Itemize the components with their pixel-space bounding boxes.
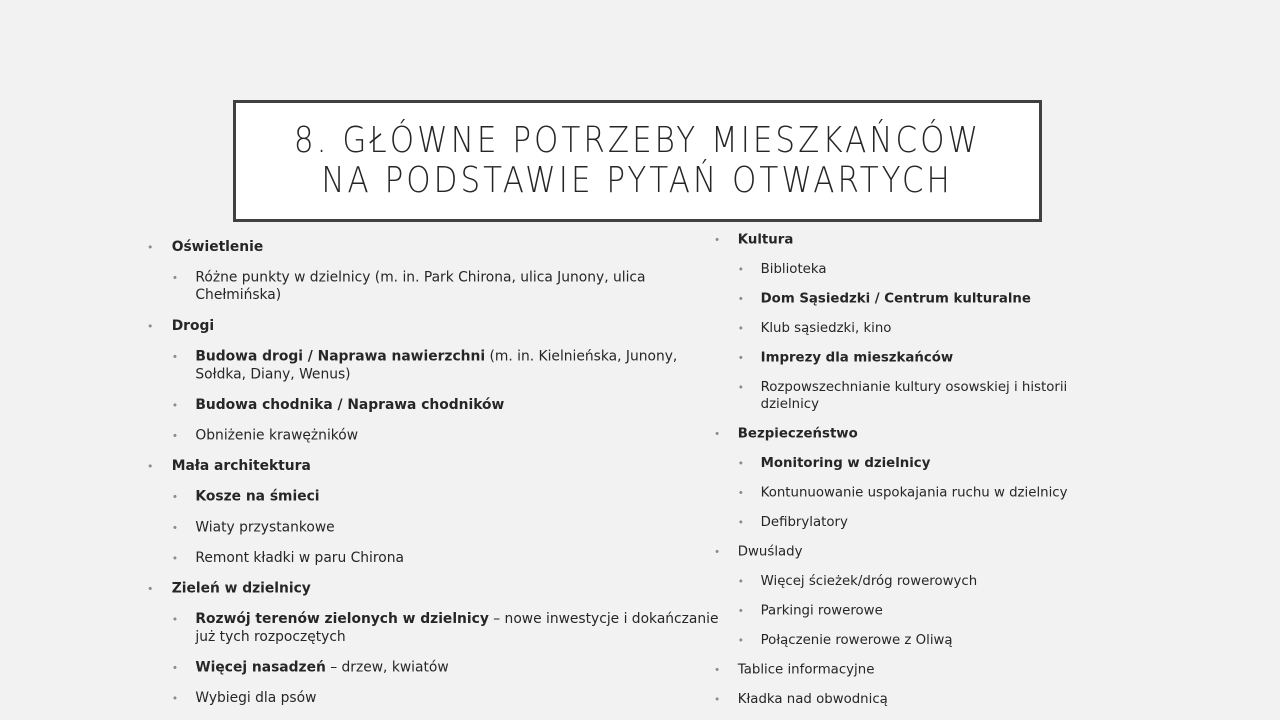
bullet-item <box>714 290 1095 307</box>
bullet-text-bold: Kultura <box>737 231 794 248</box>
bullet-icon: • <box>737 381 744 394</box>
bullet-text <box>738 544 803 559</box>
bullet-item <box>147 610 720 646</box>
bullet-text <box>761 573 978 588</box>
bullet-item <box>714 691 1095 708</box>
bullet-item <box>714 260 1095 277</box>
bullet-icon: • <box>737 634 744 647</box>
bullet-text-regular: Kładka nad obwodnicą <box>737 691 888 707</box>
bullet-item <box>714 661 1095 678</box>
bullet-item <box>147 396 720 414</box>
bullet-item <box>714 319 1095 336</box>
bullet-icon: • <box>147 460 154 474</box>
bullet-item <box>714 514 1095 531</box>
bullet-text-regular: Różne punkty w dzielnicy (m. in. Park Chirona, ulica Junony, ulica Chełmińska) <box>195 269 646 304</box>
bullet-text <box>172 458 311 474</box>
bullet-item <box>714 455 1095 472</box>
slide-title-line-2: NA PODSTAWIE PYTAŃ OTWARTYCH <box>321 160 954 201</box>
bullet-icon: • <box>737 457 744 470</box>
bullet-text-regular: Dwuślady <box>737 543 803 560</box>
bullet-text <box>761 485 1068 500</box>
bullet-text <box>761 456 931 471</box>
bullet-icon: • <box>171 613 179 627</box>
bullet-text-bold: Oświetlenie <box>171 238 264 255</box>
bullet-text <box>172 239 264 255</box>
bullet-item <box>714 349 1095 366</box>
bullet-icon: • <box>737 322 744 335</box>
bullet-icon: • <box>171 350 179 364</box>
bullet-icon: • <box>737 516 744 529</box>
bullet-text-regular: Parkingi rowerowe <box>760 602 883 619</box>
bullet-text <box>195 489 319 505</box>
bullet-text <box>195 611 718 645</box>
bullet-text-bold: Monitoring w dzielnicy <box>760 455 931 471</box>
bullet-text <box>761 632 953 647</box>
bullet-icon: • <box>737 486 744 500</box>
bullet-text-bold: Imprezy dla mieszkańców <box>760 349 954 366</box>
bullet-icon: • <box>171 661 179 675</box>
bullet-icon: • <box>714 233 721 247</box>
bullet-item <box>147 427 720 445</box>
bullet-text-regular: Biblioteka <box>760 261 827 277</box>
right-bullet-column <box>714 231 1095 720</box>
bullet-text <box>195 519 334 535</box>
bullet-item <box>714 573 1095 590</box>
bullet-item <box>714 231 1095 248</box>
bullet-text-bold: Zieleń w dzielnicy <box>171 580 311 597</box>
bullet-text <box>761 603 883 618</box>
bullet-text-regular: (m. in. Kielnieńska, Junony, Sołdka, Diany, Wenus) <box>195 348 678 383</box>
bullet-text-bold: Budowa drogi / Naprawa nawierzchni <box>195 348 486 365</box>
bullet-icon: • <box>171 521 179 535</box>
bullet-icon: • <box>147 319 154 333</box>
bullet-text-bold: Mała architektura <box>171 458 311 475</box>
bullet-text <box>195 270 645 304</box>
bullet-icon: • <box>171 490 179 504</box>
bullet-icon: • <box>714 545 721 559</box>
bullet-text <box>172 318 214 334</box>
bullet-text-bold: Budowa chodnika / Naprawa chodników <box>195 397 505 413</box>
bullet-text-regular: Klub sąsiedzki, kino <box>760 320 892 336</box>
bullet-item <box>147 689 720 707</box>
bullet-text-regular: Wybiegi dla psów <box>195 690 317 707</box>
bullet-text <box>761 261 827 276</box>
bullet-icon: • <box>171 552 179 565</box>
bullet-text-bold: Dom Sąsiedzki / Centrum kulturalne <box>760 290 1031 307</box>
bullet-item <box>714 602 1095 619</box>
bullet-item <box>147 457 720 475</box>
bullet-icon: • <box>714 693 721 706</box>
bullet-text-regular: Rozpowszechnianie kultury osowskiej i historii dzielnicy <box>760 379 1068 412</box>
bullet-text-regular: Połączenie rowerowe z Oliwą <box>760 632 953 648</box>
bullet-text-regular: Obniżenie krawężników <box>195 427 359 444</box>
bullet-icon: • <box>147 240 154 254</box>
bullet-icon: • <box>737 604 744 618</box>
bullet-text <box>738 232 794 247</box>
bullet-text-regular: – nowe inwestycje i dokańczanie już tych rozpoczętych <box>195 611 719 645</box>
bullet-text-regular: Więcej ścieżek/dróg rowerowych <box>760 573 978 589</box>
slide-title-line-1: 8. GŁÓWNE POTRZEBY MIESZKAŃCÓW <box>293 120 982 161</box>
bullet-text <box>761 320 892 335</box>
bullet-text <box>195 397 504 413</box>
bullet-icon: • <box>737 351 744 365</box>
bullet-item <box>147 519 720 537</box>
bullet-icon: • <box>171 692 179 706</box>
bullet-text-regular: – drzew, kwiatów <box>325 659 449 676</box>
bullet-text-bold: Rozwój terenów zielonych w dzielnicy <box>195 611 489 628</box>
left-bullet-column <box>147 238 720 720</box>
bullet-text <box>761 350 954 365</box>
bullet-icon: • <box>737 292 744 306</box>
bullet-text <box>738 662 875 677</box>
bullet-item <box>147 238 720 256</box>
bullet-icon: • <box>714 663 721 677</box>
bullet-item <box>147 659 720 677</box>
bullet-text <box>172 581 311 597</box>
bullet-item <box>714 632 1095 649</box>
bullet-icon: • <box>147 582 154 596</box>
bullet-item <box>147 269 720 305</box>
bullet-text-bold: Drogi <box>171 318 215 334</box>
bullet-text-regular: Defibrylatory <box>760 514 848 530</box>
bullet-text <box>195 550 404 566</box>
bullet-text-regular: Remont kładki w paru Chirona <box>195 550 404 566</box>
bullet-item <box>147 488 720 506</box>
bullet-text-bold: Bezpieczeństwo <box>737 426 858 442</box>
bullet-text-regular: Wiaty przystankowe <box>195 519 335 536</box>
bullet-item <box>714 425 1095 442</box>
bullet-icon: • <box>171 271 179 285</box>
bullet-text <box>195 690 316 706</box>
bullet-item <box>714 484 1095 501</box>
bullet-item <box>714 543 1095 560</box>
slide-title-box <box>233 100 1042 222</box>
bullet-text-regular: Kontunuowanie uspokajania ruchu w dzielnicy <box>760 485 1068 501</box>
bullet-item <box>147 549 720 567</box>
bullet-text <box>761 291 1031 306</box>
bullet-text <box>761 379 1068 411</box>
bullet-item <box>147 580 720 598</box>
bullet-icon: • <box>171 429 179 443</box>
bullet-icon: • <box>737 575 744 588</box>
bullet-text <box>195 660 448 676</box>
bullet-item <box>714 378 1095 412</box>
bullet-text <box>195 428 358 444</box>
bullet-item <box>147 317 720 335</box>
bullet-text <box>195 349 677 383</box>
bullet-text-bold: Kosze na śmieci <box>195 488 320 505</box>
bullet-text-regular: Tablice informacyjne <box>737 661 875 678</box>
bullet-text-bold: Więcej nasadzeń <box>195 659 326 676</box>
bullet-text <box>738 426 858 441</box>
bullet-text <box>738 691 888 706</box>
bullet-item <box>147 348 720 384</box>
bullet-text <box>761 515 848 530</box>
bullet-icon: • <box>171 398 179 412</box>
bullet-icon: • <box>714 427 721 441</box>
bullet-icon: • <box>737 263 744 276</box>
